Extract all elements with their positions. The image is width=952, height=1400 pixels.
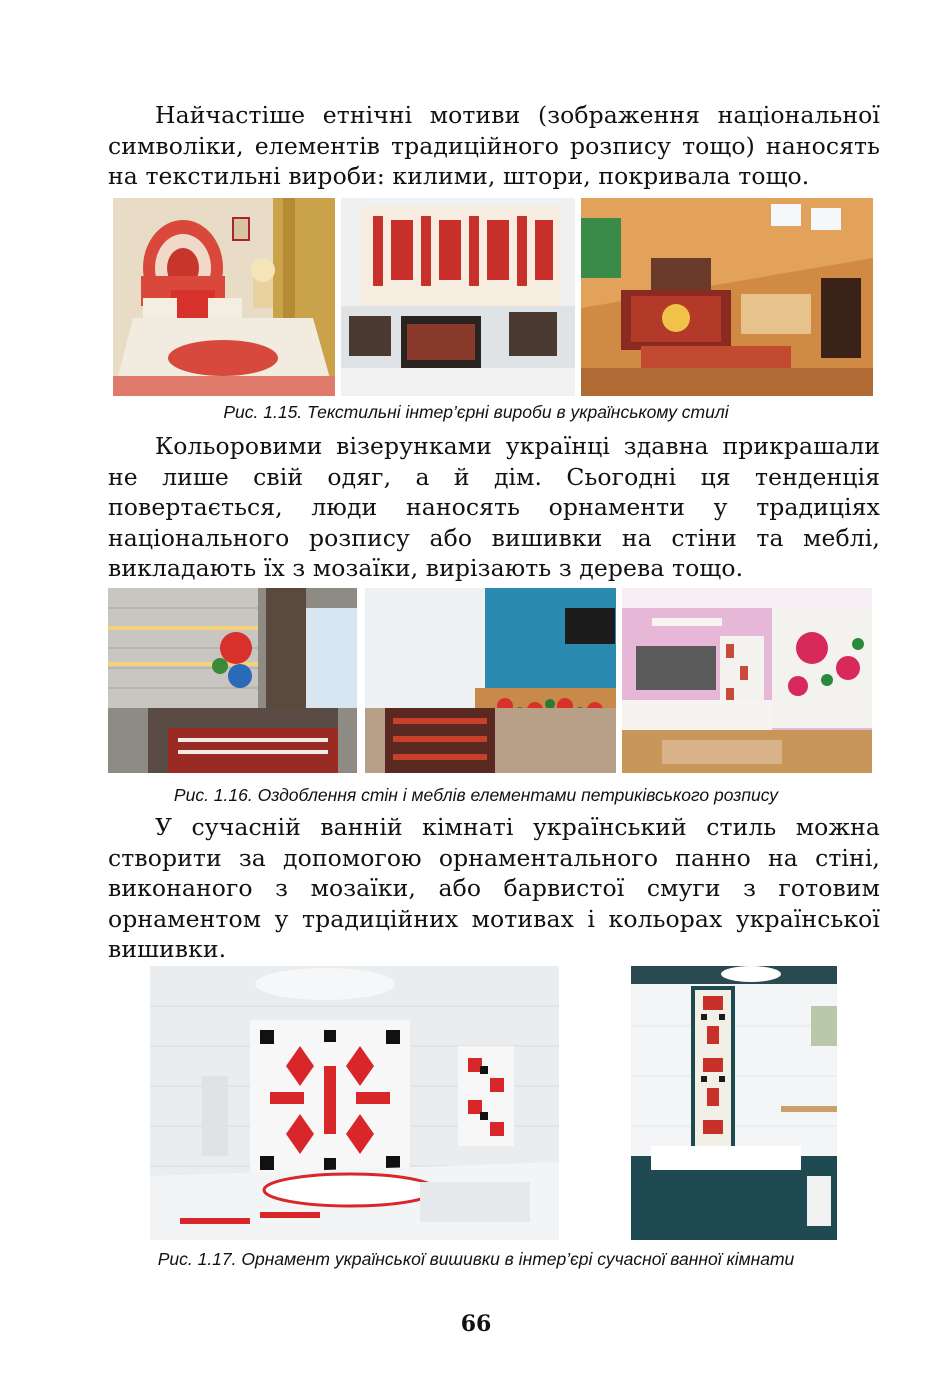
- figure-1-16-caption: Рис. 1.16. Оздоблення стін і меблів елементами петриківського розпису: [173, 785, 779, 805]
- embroidered-blinds-room-photo: [341, 198, 575, 396]
- paragraph-3: У сучасній ванній кімнаті український стиль можна створити за допомогою орнаментального панно на стіні, виконаного з мозаїки, або барвистої смуги з готовим орнаментом у традиційних мотивах і кольорах української вишивки.: [108, 813, 880, 963]
- paragraph-2: Кольоровими візерунками українці здавна прикрашали не лише свій одяг, а й дім. Сьогодні ця тенденція повертається, люди наносять орнаменти у традиціях національного розпису або вишивки на стіни та меблі, викладають їх з мозаїки, вирізають з дерева тощо.: [108, 432, 880, 582]
- paragraph-1: Найчастіше етнічні мотиви (зображення національної символіки, елементів традиційного розпису тощо) наносять на текстильні вироби: килими, штори, покривала тощо.: [108, 101, 880, 190]
- bedroom-brick-wall-painting-photo: [108, 588, 357, 773]
- pink-room-floral-mural-photo: [622, 588, 872, 773]
- bedroom-red-embroidery-photo: [113, 198, 335, 396]
- figure-1-15-caption: Рис. 1.15. Текстильні інтер’єрні вироби в українському стилі: [223, 402, 729, 422]
- attic-bedroom-photo: [581, 198, 873, 396]
- bathroom-embroidery-mosaic-panel-photo: [150, 966, 559, 1240]
- figure-1-17-caption: Рис. 1.17. Орнамент української вишивки в інтер’єрі сучасної ванної кімнати: [157, 1249, 795, 1269]
- living-room-petrykivka-bench-photo: [365, 588, 616, 773]
- bathroom-embroidery-strip-photo: [631, 966, 837, 1240]
- page-number: 66: [460, 1311, 492, 1337]
